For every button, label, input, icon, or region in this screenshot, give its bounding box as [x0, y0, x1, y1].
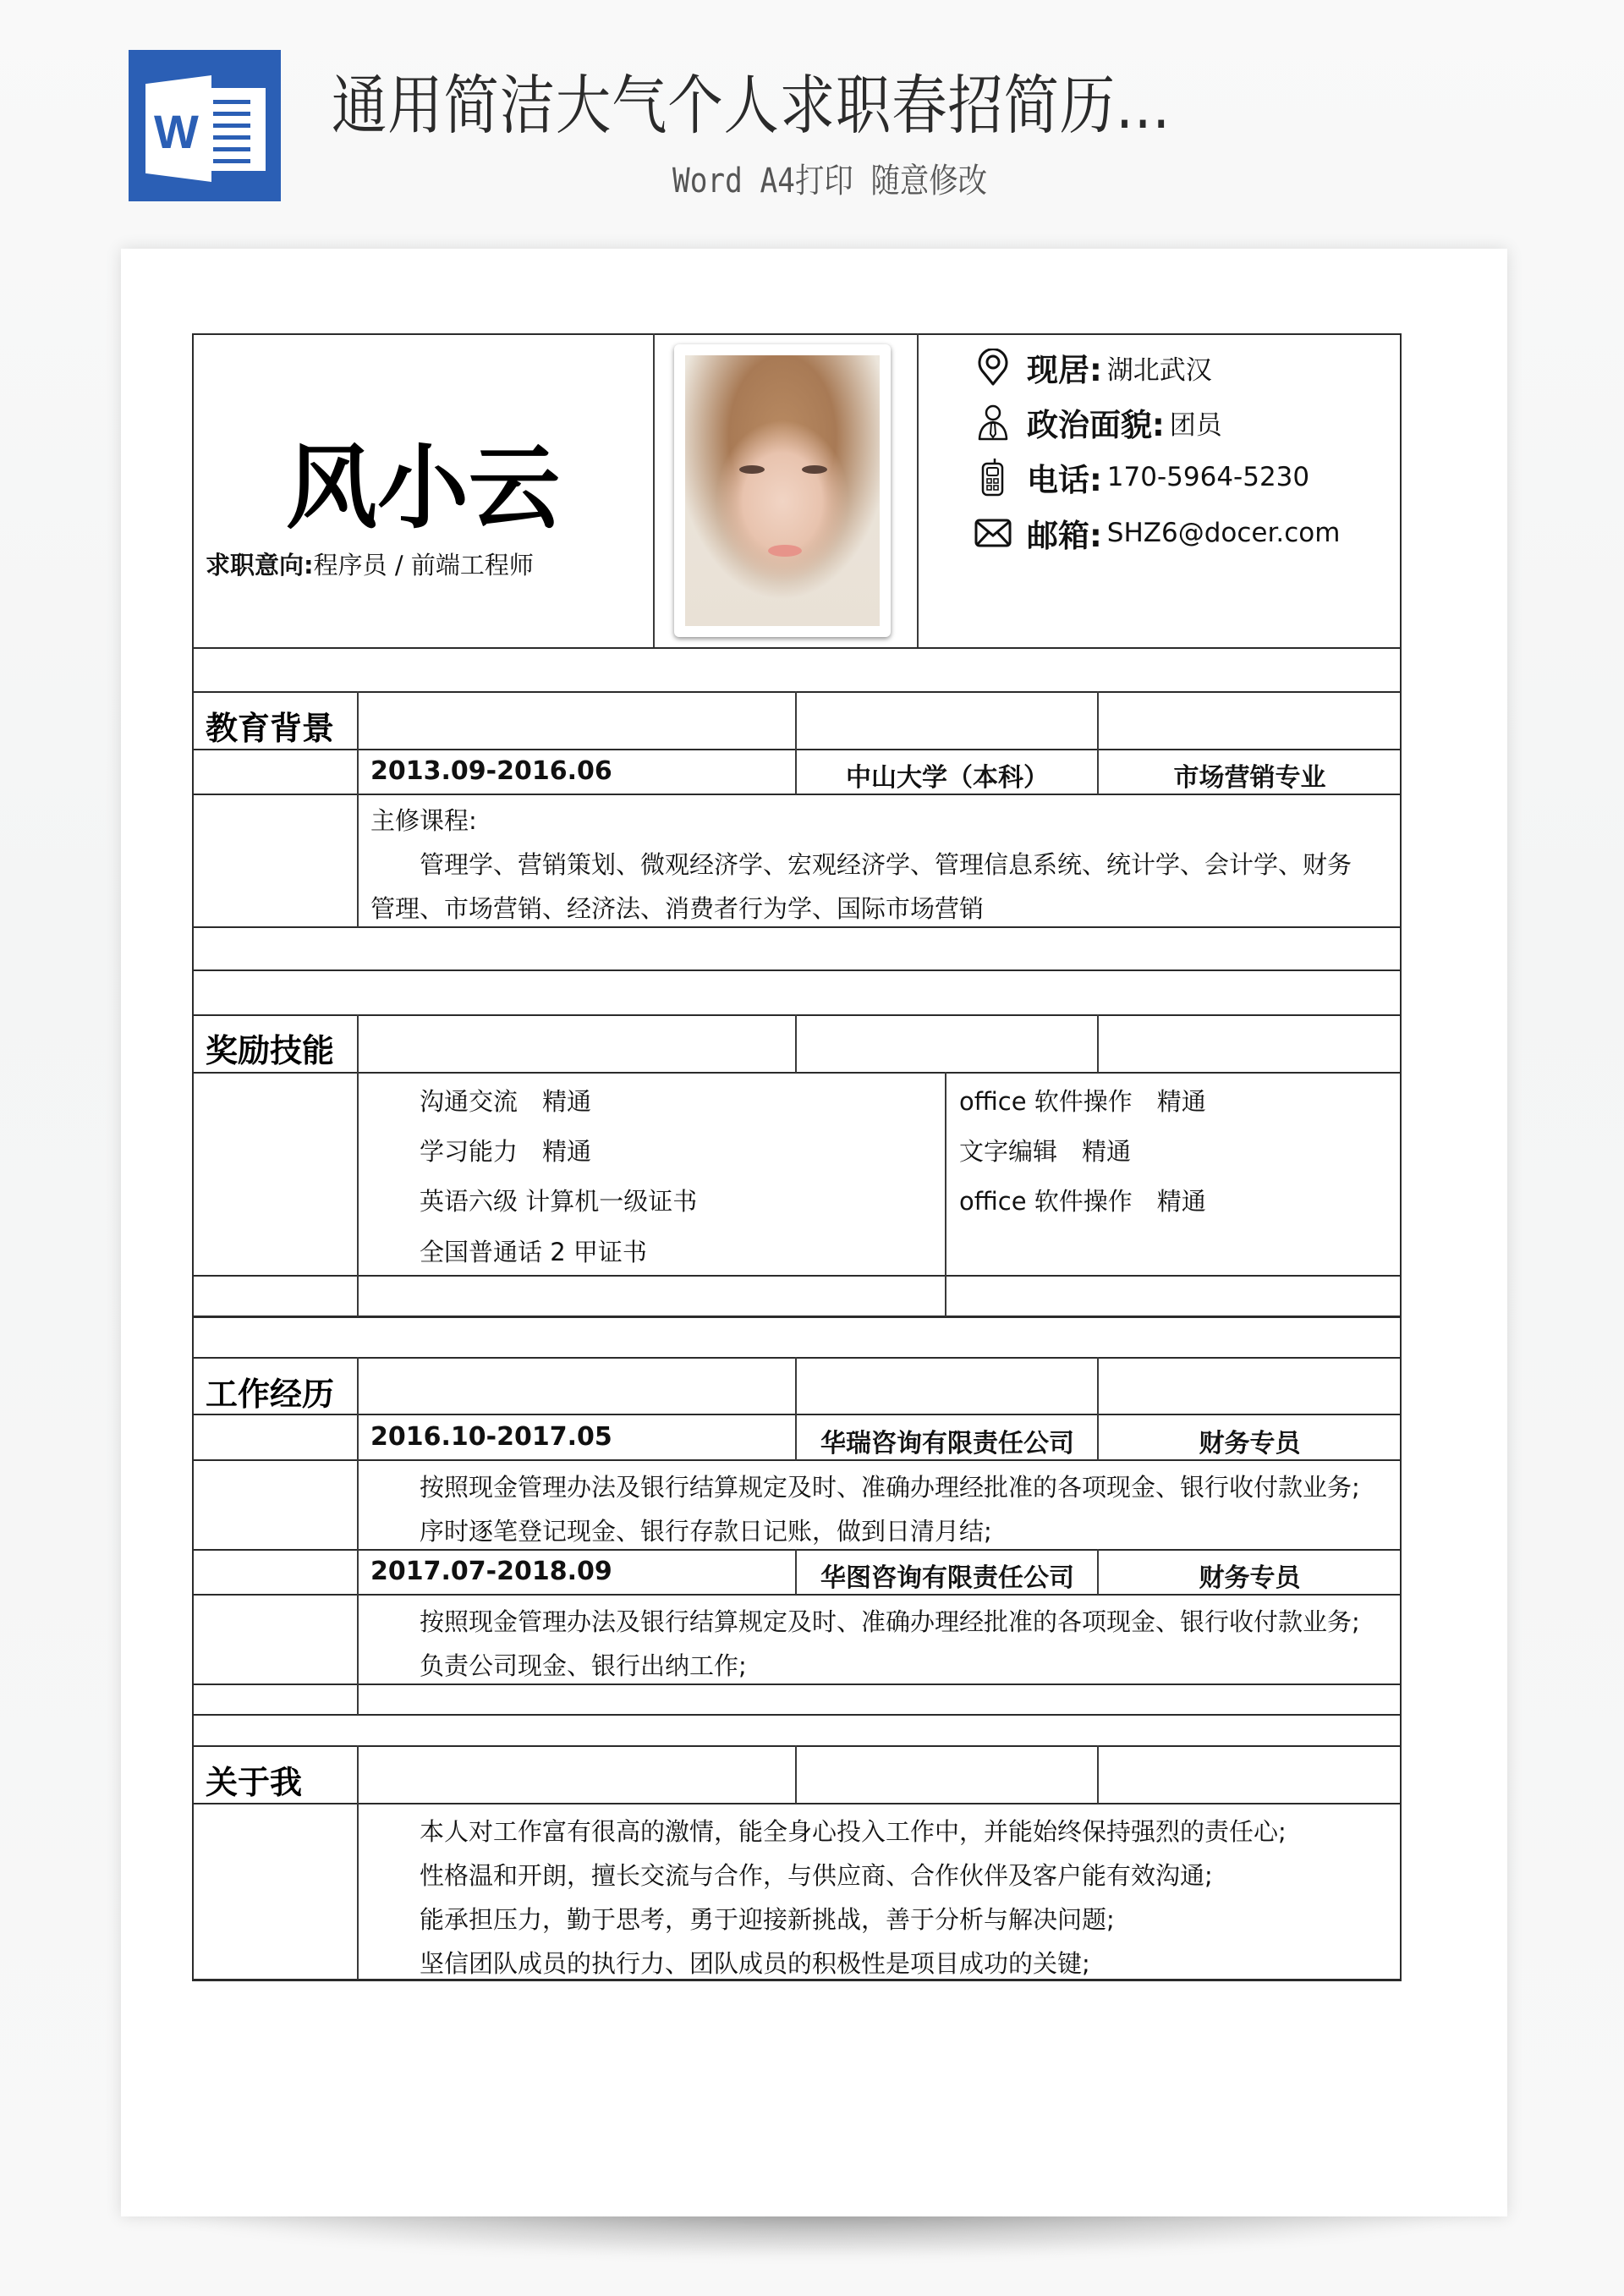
location-pin-icon	[974, 349, 1012, 386]
table-border-right	[1400, 333, 1402, 1980]
courses-label: 主修课程:	[370, 806, 477, 835]
contact-label: 邮箱:	[1027, 518, 1102, 554]
education-major: 市场营销专业	[1173, 763, 1326, 793]
label-col-divider	[357, 1014, 359, 1316]
table-border-top	[192, 333, 1402, 335]
section-title-education: 教育背景	[206, 710, 335, 747]
contact-value: 团员	[1169, 409, 1222, 441]
skill-item: 文字编辑 精通	[959, 1137, 1132, 1166]
label-col-divider	[357, 1745, 359, 1980]
row-line	[192, 1745, 1402, 1747]
row-line	[192, 1684, 1402, 1685]
contact-phone	[974, 454, 1309, 500]
contact-label: 政治面貌:	[1027, 407, 1165, 443]
education-school: 中山大学（本科）	[846, 763, 1049, 793]
photo-eye	[739, 465, 765, 474]
job-duty-line: 序时逐笔登记现金、银行存款日记账，做到日清月结;	[420, 1517, 992, 1546]
col-divider	[795, 1014, 797, 1073]
skill-item: office 软件操作 精通	[959, 1087, 1206, 1116]
row-line	[192, 647, 1402, 649]
job-company: 华图咨询有限责任公司	[820, 1563, 1074, 1593]
row-line	[192, 1316, 1402, 1318]
row-line	[192, 691, 1402, 693]
profile-photo	[685, 355, 880, 626]
about-line: 能承担压力，勤于思考，勇于迎接新挑战，善于分析与解决问题;	[420, 1905, 1115, 1934]
row-line	[192, 1072, 1402, 1074]
row-line	[192, 1594, 1402, 1596]
contact-location	[974, 344, 1212, 390]
row-line	[192, 749, 1402, 750]
contact-email	[974, 510, 1340, 556]
row-line	[192, 1357, 1402, 1359]
contact-label: 现居:	[1027, 352, 1102, 388]
job-period: 2016.10-2017.05	[370, 1422, 612, 1452]
about-line: 坚信团队成员的执行力、团队成员的积极性是项目成功的关键;	[420, 1949, 1090, 1978]
job-period: 2017.07-2018.09	[370, 1557, 612, 1586]
courses-line: 管理学、营销策划、微观经济学、宏观经济学、管理信息系统、统计学、会计学、财务	[420, 850, 1352, 879]
person-tie-icon	[974, 404, 1012, 441]
table-border-left	[192, 333, 194, 1980]
col-divider	[1097, 1014, 1099, 1073]
word-icon-letter: W	[154, 105, 199, 158]
skill-item: 全国普通话 2 甲证书	[420, 1238, 647, 1266]
job-duty-line: 按照现金管理办法及银行结算规定及时、准确办理经批准的各项现金、银行收付款业务;	[420, 1473, 1360, 1502]
skill-item: 学习能力 精通	[420, 1137, 592, 1166]
candidate-name: 风小云	[285, 436, 560, 541]
contact-value: SHZ6@docer.com	[1106, 518, 1341, 548]
banner-subtitle: Word A4打印 随意修改	[672, 162, 988, 200]
row-line	[192, 1275, 1402, 1277]
job-intent-value: 程序员 / 前端工程师	[313, 551, 534, 579]
row-line	[192, 969, 1402, 971]
contact-value: 湖北武汉	[1106, 354, 1212, 386]
row-line	[192, 1714, 1402, 1716]
job-position: 财务专员	[1199, 1563, 1301, 1593]
about-line: 本人对工作富有很高的激情，能全身心投入工作中，并能始终保持强烈的责任心;	[420, 1817, 1287, 1846]
row-line	[192, 1549, 1402, 1551]
mobile-phone-icon	[974, 459, 1012, 496]
job-duty-line: 负责公司现金、银行出纳工作;	[420, 1651, 747, 1680]
word-icon	[129, 50, 281, 201]
section-title-skills: 奖励技能	[206, 1032, 335, 1069]
word-icon-lines	[211, 88, 266, 171]
contact-label: 电话:	[1027, 462, 1102, 498]
about-line: 性格温和开朗，擅长交流与合作，与供应商、合作伙伴及客户能有效沟通;	[420, 1861, 1213, 1890]
job-intent	[206, 547, 534, 581]
job-company: 华瑞咨询有限责任公司	[820, 1429, 1074, 1458]
job-intent-label: 求职意向:	[206, 551, 314, 579]
photo-lips	[768, 545, 802, 557]
row-line	[192, 1014, 1402, 1016]
section-title-work: 工作经历	[206, 1376, 335, 1413]
label-col-divider	[357, 691, 359, 927]
courses-line: 管理、市场营销、经济法、消费者行为学、国际市场营销	[370, 894, 985, 923]
banner-title: 通用简洁大气个人求职春招简历...	[332, 68, 1171, 143]
row-line	[192, 1803, 1402, 1804]
section-title-about: 关于我	[206, 1764, 303, 1801]
skill-item: office 软件操作 精通	[959, 1187, 1206, 1216]
photo-eye	[802, 465, 827, 474]
skills-col-divider	[945, 1072, 946, 1316]
envelope-icon	[974, 514, 1012, 552]
row-line	[192, 794, 1402, 795]
job-duty-line: 按照现金管理办法及银行结算规定及时、准确办理经批准的各项现金、银行收付款业务;	[420, 1607, 1360, 1636]
row-line	[192, 1414, 1402, 1415]
row-line	[192, 926, 1402, 928]
row-line	[192, 1459, 1402, 1461]
education-period: 2013.09-2016.06	[370, 756, 612, 786]
label-col-divider	[357, 1357, 359, 1715]
job-position: 财务专员	[1199, 1429, 1301, 1458]
skill-item: 沟通交流 精通	[420, 1087, 592, 1116]
col-divider	[1097, 1745, 1099, 1804]
contact-value: 170-5964-5230	[1106, 462, 1310, 492]
profile-photo-frame	[674, 344, 891, 637]
col-divider	[795, 1745, 797, 1804]
contact-political-status	[974, 399, 1222, 445]
header-divider-right	[917, 333, 919, 648]
skill-item: 英语六级 计算机一级证书	[420, 1187, 698, 1216]
